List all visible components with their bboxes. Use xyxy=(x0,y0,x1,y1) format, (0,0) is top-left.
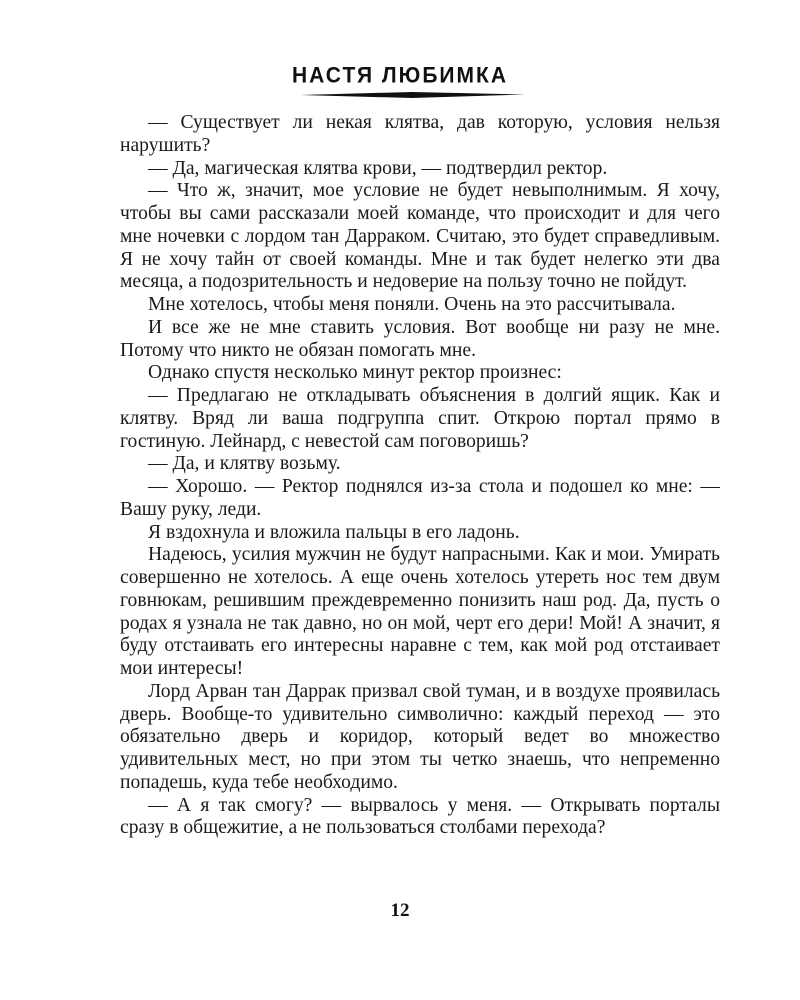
header-rule xyxy=(300,92,525,98)
paragraph: — Да, и клятву возьму. xyxy=(148,453,341,475)
paragraph: Лорд Арван тан Даррак призвал свой туман, и в воздухе проявилась дверь. Вообще-то удивительно символично: каждый переход — это обязательно дверь и коридор, который ведет во множество удивительных мест, но при этом ты четко знаешь, что непременно попадешь, куда тебе необходимо. xyxy=(120,680,720,793)
page-number: 12 xyxy=(390,900,410,921)
paragraph: — Существует ли некая клятва, дав которую, условия нельзя нарушить? xyxy=(120,112,720,156)
header-title: НАСТЯ ЛЮБИМКА xyxy=(292,63,508,88)
paragraph: — Предлагаю не откладывать объяснения в долгий ящик. Как и клятву. Вряд ли ваша подгруппа спит. Открою портал прямо в гостиную. Лейнард, с невестой сам поговоришь? xyxy=(120,385,720,452)
paragraph: И все же не мне ставить условия. Вот вообще ни разу не мне. Потому что никто не обязан помогать мне. xyxy=(120,316,720,361)
paragraph: — Что ж, значит, мое условие не будет невыполнимым. Я хочу, чтобы вы сами рассказали моей команде, что происходит и для чего мне ночевки с лордом тан Дарраком. Считаю, это будет справедливым. Я не хочу тайн от своей команды. Мне и так будет нелегко эти два месяца, а подозрительность и недоверие на пользу точно не пойдут. xyxy=(120,180,720,293)
paragraph: Надеюсь, усилия мужчин не будут напрасными. Как и мои. Умирать совершенно не хотелось. А еще очень хотелось утереть нос тем двум говнюкам, решившим преждевременно понизить наш род. Да, пусть о родах я узнала не так давно, но он мой, черт его дери! Мой! А значит, я буду отстаивать его интересны наравне с тем, как мой род отстаивает мои интересы! xyxy=(120,544,720,679)
body-text xyxy=(120,112,720,840)
paragraph: — Да, магическая клятва крови, — подтвердил ректор. xyxy=(148,157,608,179)
paragraph: — А я так смогу? — вырвалось у меня. — Открывать порталы сразу в общежитие, а не пользоваться столбами перехода? xyxy=(120,794,720,839)
paragraph: — Хорошо. — Ректор поднялся из-за стола и подошел ко мне: — Вашу руку, леди. xyxy=(120,476,720,520)
paragraph: Я вздохнула и вложила пальцы в его ладонь. xyxy=(148,521,520,543)
paragraph: Мне хотелось, чтобы меня поняли. Очень на это рассчитывала. xyxy=(148,294,676,315)
paragraph: Однако спустя несколько минут ректор произнес: xyxy=(148,362,562,384)
running-header xyxy=(0,64,800,88)
